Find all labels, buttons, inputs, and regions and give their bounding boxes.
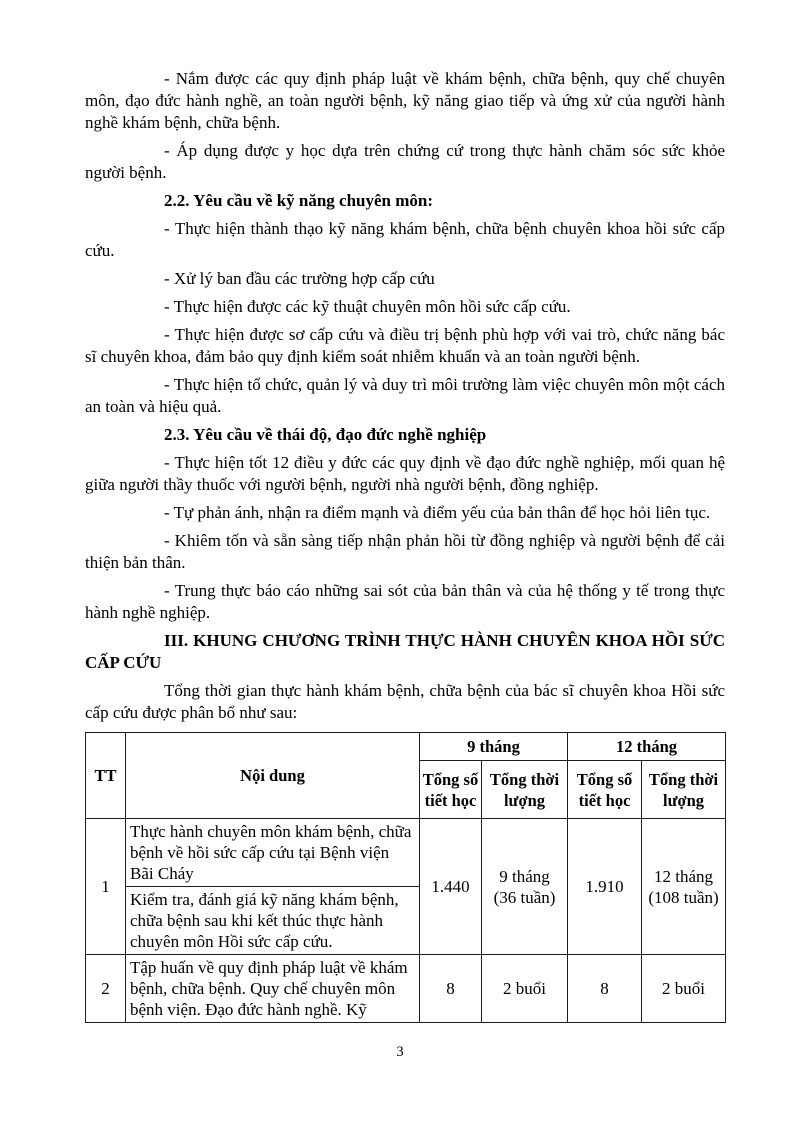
header-cell-group-9-months: 9 tháng [420,733,568,761]
paragraph-first-response: - Xử lý ban đầu các trường hợp cấp cứu [164,269,435,288]
paragraph-org-management: - Thực hiện tổ chức, quản lý và duy trì môi trường làm việc chuyên môn một cách an toàn và hiệu quả. [85,375,725,416]
paragraph-exam-skills: - Thực hiện thành thạo kỹ năng khám bệnh, chữa bệnh chuyên khoa hồi sức cấp cứu. [85,219,725,260]
paragraph-legal-knowledge: - Nắm được các quy định pháp luật về khám bệnh, chữa bệnh, quy chế chuyên môn, đạo đức hành nghề, an toàn người bệnh, kỹ năng giao tiếp và ứng xử của người hành nghề khám bệnh, chữa bệnh. [85,69,725,132]
row1-content-b-cell: Kiểm tra, đánh giá kỹ năng khám bệnh, chữa bệnh sau khi kết thúc thực hành chuyên môn Hồi sức cấp cứu. [126,887,420,955]
table-row [86,819,726,887]
page-content [85,68,725,1023]
paragraph-first-aid-treatment: - Thực hiện được sơ cấp cứu và điều trị bệnh phù hợp với vai trò, chức năng bác sĩ chuyên khoa, đảm bảo quy định kiểm soát nhiễm khuẩn và an toàn người bệnh. [85,325,725,366]
header-cell-group-12-months: 12 tháng [568,733,726,761]
row1-9m-duration-cell: 9 tháng (36 tuần) [482,819,568,955]
schedule-table [85,732,726,1023]
row1-index-cell: 1 [86,819,126,955]
header-cell-tt: TT [86,733,126,819]
paragraph-evidence-based: - Áp dụng được y học dựa trên chứng cứ trong thực hành chăm sóc sức khỏe người bệnh. [85,141,725,182]
header-cell-12m-total-periods: Tổng số tiết học [568,761,642,819]
table-row [86,955,726,1023]
row2-9m-duration-cell: 2 buổi [482,955,568,1023]
paragraph-technical-skills: - Thực hiện được các kỹ thuật chuyên môn hồi sức cấp cứu. [164,297,571,316]
page-number: 3 [396,1044,404,1060]
paragraph-table-intro: Tổng thời gian thực hành khám bệnh, chữa bệnh của bác sĩ chuyên khoa Hồi sức cấp cứu được phân bổ như sau: [85,681,725,722]
row1-content-a-cell: Thực hành chuyên môn khám bệnh, chữa bệnh về hồi sức cấp cứu tại Bệnh viện Bãi Cháy [126,819,420,887]
header-cell-noi-dung: Nội dung [126,733,420,819]
paragraph-honest-reporting: - Trung thực báo cáo những sai sót của bản thân và của hệ thống y tế trong thực hành nghề nghiệp. [85,581,725,622]
paragraph-self-reflection: - Tự phản ánh, nhận ra điểm mạnh và điểm yếu của bản thân để học hỏi liên tục. [164,503,711,522]
row2-9m-periods-cell: 8 [420,955,482,1023]
paragraph-medical-ethics: - Thực hiện tốt 12 điều y đức các quy định về đạo đức nghề nghiệp, mối quan hệ giữa người thầy thuốc với người bệnh, người nhà người bệnh, đồng nghiệp. [85,453,725,494]
row1-12m-duration-cell: 12 tháng (108 tuần) [642,819,726,955]
header-cell-12m-total-duration: Tổng thời lượng [642,761,726,819]
header-cell-9m-total-duration: Tổng thời lượng [482,761,568,819]
section-heading-program-framework: III. KHUNG CHƯƠNG TRÌNH THỰC HÀNH CHUYÊN KHOA HỒI SỨC CẤP CỨU [85,631,725,672]
row1-12m-periods-cell: 1.910 [568,819,642,955]
row2-content-cell: Tập huấn về quy định pháp luật về khám bệnh, chữa bệnh. Quy chế chuyên môn bệnh viện. Đạo đức hành nghề. Kỹ [126,955,420,1023]
header-cell-9m-total-periods: Tổng số tiết học [420,761,482,819]
row2-12m-periods-cell: 8 [568,955,642,1023]
row2-index-cell: 2 [86,955,126,1023]
section-heading-ethics: 2.3. Yêu cầu về thái độ, đạo đức nghề nghiệp [164,425,487,444]
row2-12m-duration-cell: 2 buổi [642,955,726,1023]
row1-9m-periods-cell: 1.440 [420,819,482,955]
paragraph-humility-feedback: - Khiêm tốn và sẵn sàng tiếp nhận phản hồi từ đồng nghiệp và người bệnh để cải thiện bản thân. [85,531,725,572]
section-heading-professional-skills: 2.2. Yêu cầu về kỹ năng chuyên môn: [164,191,434,210]
